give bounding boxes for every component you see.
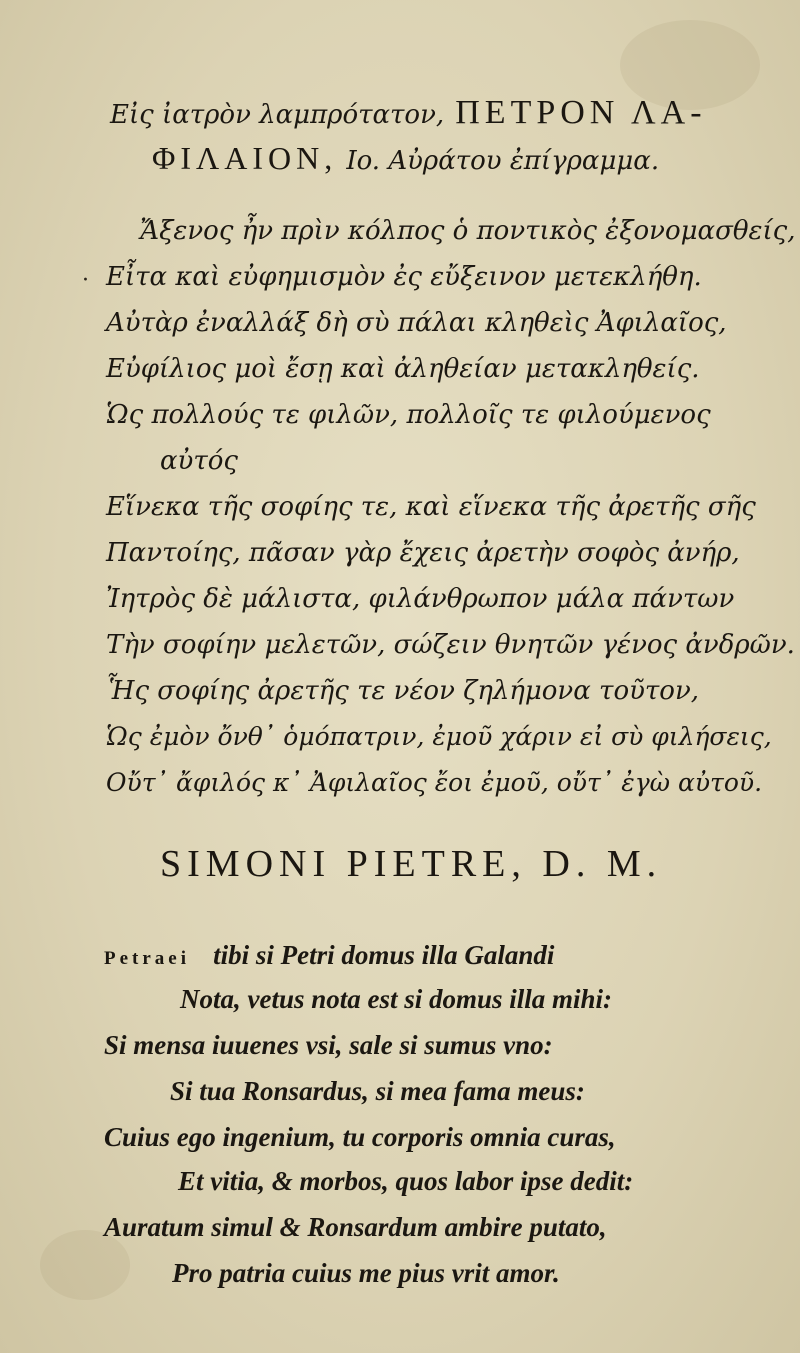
heading-name-caps: ΠΕΤΡΟΝ ΛΑ- [455,94,707,131]
greek-poem-line: Ὡς ἐμὸν ὄνθ᾽ ὁμόπατριν, ἐμοῦ χάριν εἰ σὺ φιλήσεις, [106,722,772,751]
greek-poem-line: Ἧς σοφίης ἀρετῆς τε νέον ζηλήμονα τοῦτον, [106,676,700,706]
heading-line-1 [110,94,707,132]
greek-poem-line: Εἵνεκα τῆς σοφίης τε, καὶ εἵνεκα τῆς ἀρετῆς σῆς [106,492,756,522]
latin-first-word: Petraei [104,948,191,969]
latin-poem-line: Cuius ego ingenium, tu corporis omnia curas, [104,1122,616,1152]
greek-poem-line: αὐτός [160,446,238,476]
greek-poem-line: Ὡς πολλούς τε φιλῶν, πολλοῖς τε φιλούμενος [106,400,711,430]
greek-poem-line: Παντοίης, πᾶσαν γὰρ ἔχεις ἀρετὴν σοφὸς ἀνήρ, [106,538,740,568]
latin-poem-line-1 [104,940,554,971]
dedication-heading: SIMONI PIETRE, D. M. [160,843,663,885]
greek-poem-line: Αὐτὰρ ἐναλλάξ δὴ σὺ πάλαι κληθεὶς Ἀφιλαῖος, [106,308,727,338]
greek-poem-line: Οὔτ᾽ ἄφιλός κ᾽ Ἀφιλαῖος ἔοι ἐμοῦ, οὔτ᾽ ἐγὼ αὐτοῦ. [106,768,763,797]
heading-name-caps-2: ΦΙΛΑΙΟΝ, [152,140,338,176]
latin-poem-line: Si tua Ronsardus, si mea fama meus: [170,1076,585,1106]
heading-line-2 [152,140,659,177]
greek-poem-line: Ἰητρὸς δὲ μάλιστα, φιλάνθρωπον μάλα πάντων [106,584,735,614]
greek-poem-line: Ἄξενος ἦν πρὶν κόλπος ὁ ποντικὸς ἐξονομασθείς, [140,216,796,246]
heading-greek-prefix: Εἰς ἰατρὸν λαμπρότατον, [110,100,445,130]
greek-poem-line: Τὴν σοφίην μελετῶν, σώζειν θνητῶν γένος ἀνδρῶν. [106,630,795,660]
margin-dot: · [82,268,89,293]
latin-poem-line: tibi si Petri domus illa Galandi [213,940,555,970]
greek-poem-line: Εὐφίλιος μοὶ ἔσῃ καὶ ἀληθείαν μετακληθείς. [106,354,700,384]
greek-poem-line: Εἶτα καὶ εὐφημισμὸν ἐς εὔξεινον μετεκλήθη. [106,262,702,292]
latin-poem-line: Auratum simul & Ronsardum ambire putato, [104,1212,607,1242]
heading-epigram-label: Io. Αὐράτου ἐπίγραμμα. [346,146,660,176]
latin-poem-line: Si mensa iuuenes vsi, sale si sumus vno: [104,1030,553,1060]
latin-poem-line: Nota, vetus nota est si domus illa mihi: [180,984,613,1014]
latin-poem-line: Pro patria cuius me pius vrit amor. [172,1258,560,1288]
latin-poem-line: Et vitia, & morbos, quos labor ipse dedit: [178,1166,634,1196]
